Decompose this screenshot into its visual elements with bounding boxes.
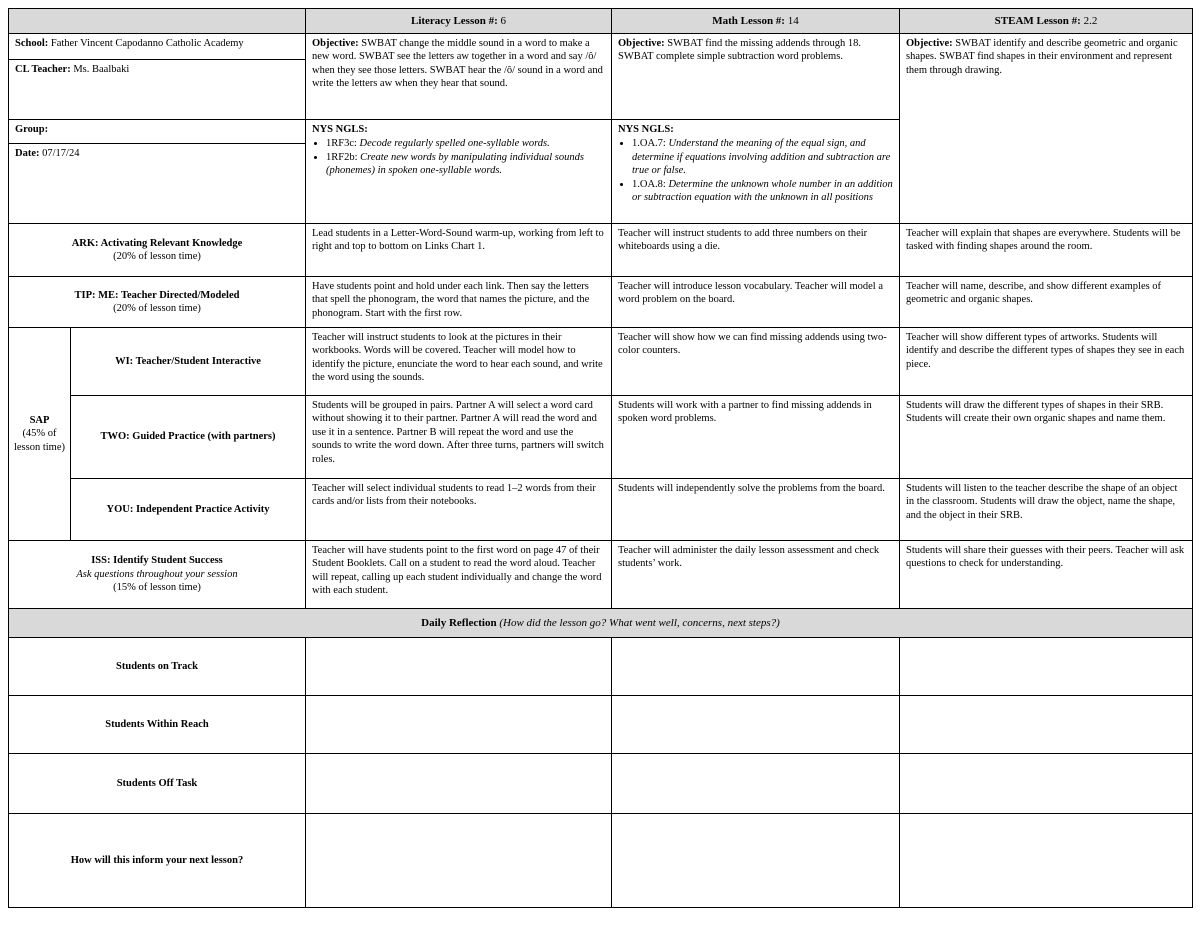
literacy-ngls-list bbox=[312, 137, 605, 177]
school-cell bbox=[9, 34, 306, 60]
math-ngls-list bbox=[618, 137, 893, 204]
reflection-header-row bbox=[9, 609, 1193, 638]
two-literacy: Students will be grouped in pairs. Partner A will select a word card without showing it to their partner. Partner A will read the word and use it in a sentence. Partner B will repeat the word and use the sounds to write the word down. After three turns, partners will switch roles. bbox=[306, 396, 612, 479]
group-cell bbox=[9, 120, 306, 144]
tip-literacy: Have students point and hold under each link. Then say the letters that spell the phonogram, the word that names the picture, and the phonogram. Start with the first row. bbox=[306, 277, 612, 328]
math-objective-label: Objective: bbox=[618, 38, 665, 49]
within-reach-steam-field[interactable] bbox=[900, 696, 1193, 754]
ark-steam: Teacher will explain that shapes are everywhere. Students will be tasked with finding shapes around the room. bbox=[900, 224, 1193, 277]
within-reach-math-field[interactable] bbox=[612, 696, 900, 754]
wi-label: WI: Teacher/Student Interactive bbox=[71, 328, 306, 396]
off-task-literacy-field[interactable] bbox=[306, 754, 612, 814]
math-header-label: Math Lesson #: bbox=[712, 14, 785, 27]
within-reach-row bbox=[9, 696, 1193, 754]
literacy-ngls-label: NYS NGLS: bbox=[312, 124, 368, 135]
iss-steam: Students will share their guesses with their peers. Teacher will ask questions to check for understanding. bbox=[900, 541, 1193, 609]
tip-time: (20% of lesson time) bbox=[113, 303, 201, 314]
next-lesson-math-field[interactable] bbox=[612, 814, 900, 908]
off-task-label: Students Off Task bbox=[9, 754, 306, 814]
reflection-header bbox=[9, 609, 1193, 638]
math-header bbox=[612, 9, 900, 34]
next-lesson-row bbox=[9, 814, 1193, 908]
ark-title: ARK: Activating Relevant Knowledge bbox=[71, 237, 243, 249]
tip-label-cell bbox=[9, 277, 306, 328]
ark-label-cell bbox=[9, 224, 306, 277]
literacy-objective-text: SWBAT change the middle sound in a word to make a new word. SWBAT see the letters aw together in a word and say /ô/ when they see those letters. SWBAT hear the /ô/ sound in a word and write the letters aw when they hear that sound. bbox=[312, 38, 603, 90]
teacher-label: CL Teacher: bbox=[15, 64, 71, 75]
iss-time: (15% of lesson time) bbox=[113, 582, 201, 594]
sap-time: (45% of lesson time) bbox=[13, 428, 66, 453]
ark-math: Teacher will instruct students to add three numbers on their whiteboards using a die. bbox=[612, 224, 900, 277]
math-objective-text: SWBAT find the missing addends through 18. SWBAT complete simple subtraction word problems. bbox=[618, 38, 862, 63]
you-math: Students will independently solve the problems from the board. bbox=[612, 479, 900, 541]
date-cell bbox=[9, 144, 306, 224]
list-item: • 1RF2b: Create new words by manipulating individual sounds (phonemes) in spoken one-syllable words. bbox=[326, 151, 605, 178]
wi-row bbox=[9, 328, 1193, 396]
next-lesson-label: How will this inform your next lesson? bbox=[9, 814, 306, 908]
date-value: 07/17/24 bbox=[42, 148, 80, 159]
ark-row bbox=[9, 224, 1193, 277]
steam-lesson-number: 2.2 bbox=[1083, 14, 1098, 27]
within-reach-literacy-field[interactable] bbox=[306, 696, 612, 754]
literacy-objective-cell bbox=[306, 34, 612, 120]
steam-header bbox=[900, 9, 1193, 34]
wi-steam: Teacher will show different types of artworks. Students will identify and describe the different types of shapes they see in each piece. bbox=[900, 328, 1193, 396]
math-lesson-number: 14 bbox=[787, 14, 799, 27]
two-label: TWO: Guided Practice (with partners) bbox=[71, 396, 306, 479]
next-lesson-literacy-field[interactable] bbox=[306, 814, 612, 908]
literacy-objective-label: Objective: bbox=[312, 38, 359, 49]
iss-row bbox=[9, 541, 1193, 609]
wi-math: Teacher will show how we can find missing addends using two-color counters. bbox=[612, 328, 900, 396]
steam-objective-label: Objective: bbox=[906, 38, 953, 49]
ark-time: (20% of lesson time) bbox=[113, 251, 201, 262]
sap-label-cell bbox=[9, 328, 71, 541]
list-item: • 1RF3c: Decode regularly spelled one-syllable words. bbox=[326, 137, 605, 150]
iss-title: ISS: Identify Student Success bbox=[91, 555, 223, 567]
school-label: School: bbox=[15, 38, 49, 49]
steam-header-label: STEAM Lesson #: bbox=[994, 14, 1081, 27]
date-label: Date: bbox=[15, 148, 40, 159]
math-ngls-cell bbox=[612, 120, 900, 224]
teacher-value: Ms. Baalbaki bbox=[73, 64, 130, 75]
tip-row bbox=[9, 277, 1193, 328]
school-value: Father Vincent Capodanno Catholic Academy bbox=[50, 38, 244, 49]
ark-literacy: Lead students in a Letter-Word-Sound warm-up, working from left to right and top to bottom on Links Chart 1. bbox=[306, 224, 612, 277]
you-steam: Students will listen to the teacher describe the shape of an object in the classroom. Students will draw the object, name the shape, and the object in their SRB. bbox=[900, 479, 1193, 541]
literacy-ngls-cell bbox=[306, 120, 612, 224]
group-label: Group: bbox=[15, 124, 49, 135]
two-math: Students will work with a partner to find missing addends in spoken word problems. bbox=[612, 396, 900, 479]
on-track-math-field[interactable] bbox=[612, 638, 900, 696]
wi-literacy: Teacher will instruct students to look at the pictures in their workbooks. Words will be covered. Teacher will model how to identify the picture, enunciate the word to hear each sound, and write the word using the sounds. bbox=[306, 328, 612, 396]
two-steam: Students will draw the different types of shapes in their SRB. Students will create their own organic shapes and name them. bbox=[900, 396, 1193, 479]
literacy-lesson-number: 6 bbox=[500, 14, 506, 27]
you-row bbox=[9, 479, 1193, 541]
off-task-row bbox=[9, 754, 1193, 814]
tip-steam: Teacher will name, describe, and show different examples of geometric and organic shapes. bbox=[900, 277, 1193, 328]
off-task-steam-field[interactable] bbox=[900, 754, 1193, 814]
iss-note: Ask questions throughout your session bbox=[76, 568, 238, 580]
on-track-steam-field[interactable] bbox=[900, 638, 1193, 696]
on-track-row bbox=[9, 638, 1193, 696]
iss-literacy: Teacher will have students point to the first word on page 47 of their Student Booklets. Call on a student to read the word aloud. Teacher will repeat, calling up each student individually and change the word with each student. bbox=[306, 541, 612, 609]
you-literacy: Teacher will select individual students to read 1–2 words from their cards and/or lists from their notebooks. bbox=[306, 479, 612, 541]
school-row bbox=[9, 34, 1193, 60]
on-track-literacy-field[interactable] bbox=[306, 638, 612, 696]
math-ngls-label: NYS NGLS: bbox=[618, 124, 674, 135]
header-row bbox=[9, 9, 1193, 34]
within-reach-label: Students Within Reach bbox=[9, 696, 306, 754]
literacy-header bbox=[306, 9, 612, 34]
lesson-plan-table bbox=[8, 8, 1193, 908]
list-item: • 1.OA.8: Determine the unknown whole number in an addition or subtraction equation with the unknown in all positions bbox=[632, 178, 893, 205]
two-row bbox=[9, 396, 1193, 479]
reflection-title: Daily Reflection bbox=[421, 616, 497, 629]
math-objective-cell bbox=[612, 34, 900, 120]
iss-math: Teacher will administer the daily lesson assessment and check students’ work. bbox=[612, 541, 900, 609]
reflection-prompt: (How did the lesson go? What went well, concerns, next steps?) bbox=[499, 616, 780, 629]
steam-objective-cell bbox=[900, 34, 1193, 224]
iss-label-cell bbox=[9, 541, 306, 609]
steam-objective-text: SWBAT identify and describe geometric and organic shapes. SWBAT find shapes in their environment and represent them through drawing. bbox=[906, 38, 1178, 76]
teacher-cell bbox=[9, 60, 306, 120]
sap-title: SAP bbox=[29, 414, 50, 426]
you-label: YOU: Independent Practice Activity bbox=[71, 479, 306, 541]
tip-title: TIP: ME: Teacher Directed/Modeled bbox=[74, 289, 240, 301]
literacy-header-label: Literacy Lesson #: bbox=[410, 14, 498, 27]
tip-math: Teacher will introduce lesson vocabulary. Teacher will model a word problem on the board. bbox=[612, 277, 900, 328]
off-task-math-field[interactable] bbox=[612, 754, 900, 814]
on-track-label: Students on Track bbox=[9, 638, 306, 696]
header-blank-cell bbox=[9, 9, 306, 34]
list-item: • 1.OA.7: Understand the meaning of the equal sign, and determine if equations involving addition and subtraction are true or false. bbox=[632, 137, 893, 177]
next-lesson-steam-field[interactable] bbox=[900, 814, 1193, 908]
